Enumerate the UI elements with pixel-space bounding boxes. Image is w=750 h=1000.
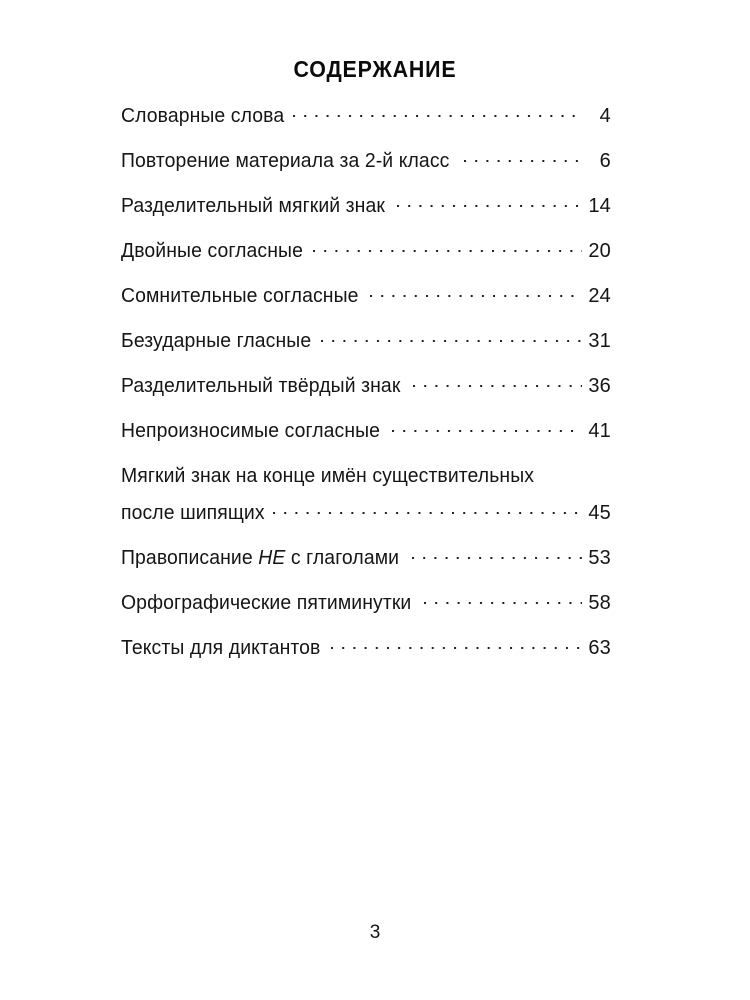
toc-entry-title — [121, 636, 320, 660]
toc-entry-title — [121, 501, 265, 525]
toc-title-text: Правописание — [121, 547, 259, 569]
toc-entry[interactable] — [121, 102, 611, 128]
toc-entry[interactable] — [121, 192, 611, 218]
toc-entry[interactable] — [121, 327, 611, 353]
toc-entry-page-number: 31 — [588, 330, 611, 352]
toc-entry-line — [121, 462, 611, 488]
toc-entry-line — [121, 192, 611, 218]
page-title: СОДЕРЖАНИЕ — [293, 56, 457, 82]
toc-entry-page-number: 4 — [599, 105, 611, 127]
toc-title-text: Разделительный мягкий знак — [121, 195, 385, 217]
toc-entry-line — [121, 147, 611, 173]
toc-entry-page-number: 63 — [588, 637, 611, 659]
table-of-contents-list — [121, 102, 611, 660]
toc-entry-line — [121, 417, 611, 443]
toc-title-text: Словарные слова — [121, 105, 285, 127]
dot-leader — [464, 147, 582, 167]
toc-entry-title — [121, 374, 400, 398]
toc-entry-title — [121, 104, 284, 128]
dot-leader — [313, 237, 582, 257]
toc-entry-line — [121, 282, 611, 308]
toc-entry-line — [121, 544, 611, 570]
toc-entry-line — [121, 102, 611, 128]
dot-leader — [293, 102, 582, 122]
toc-title-text: Разделительный твёрдый знак — [121, 375, 401, 397]
toc-entry[interactable] — [121, 544, 611, 570]
toc-entry-page-number: 41 — [588, 420, 611, 442]
toc-title-text: Мягкий знак на конце имён существительных — [121, 465, 535, 487]
dot-leader — [397, 192, 582, 212]
dot-leader — [370, 282, 582, 302]
toc-entry-page-number: 53 — [588, 547, 611, 569]
toc-title-text: Безударные гласные — [121, 330, 312, 352]
toc-entry[interactable] — [121, 237, 611, 263]
toc-entry-title — [121, 239, 303, 263]
toc-title-text: Повторение материала за 2-й класс — [121, 150, 450, 172]
toc-entry-title — [121, 464, 534, 488]
toc-entry[interactable] — [121, 282, 611, 308]
toc-title-emphasis: НЕ — [258, 547, 286, 569]
toc-entry-page-number: 6 — [599, 150, 611, 172]
toc-entry-page-number: 45 — [588, 502, 611, 524]
dot-leader — [551, 462, 582, 482]
dot-leader — [331, 634, 582, 654]
toc-entry-line — [121, 589, 611, 615]
toc-title-text: Непроизносимые согласные — [121, 420, 381, 442]
toc-entry-page-number: 14 — [588, 195, 611, 217]
dot-leader — [413, 372, 582, 392]
toc-title-text-tail: с глаголами — [285, 547, 400, 569]
toc-entry-page-number: 24 — [588, 285, 611, 307]
toc-entry-title — [121, 591, 411, 615]
toc-entry-title — [121, 329, 311, 353]
toc-entry-title — [121, 419, 380, 443]
toc-entry[interactable] — [121, 147, 611, 173]
toc-entry-line — [121, 372, 611, 398]
toc-entry[interactable] — [121, 372, 611, 398]
toc-entry-page-number: 20 — [588, 240, 611, 262]
toc-entry-title — [121, 546, 399, 570]
toc-entry-title — [121, 149, 449, 173]
dot-leader — [392, 417, 582, 437]
toc-title-text: Сомнительные согласные — [121, 285, 359, 307]
toc-entry[interactable] — [121, 634, 611, 660]
toc-entry-line — [121, 499, 611, 525]
toc-title-text: Тексты для диктантов — [121, 637, 321, 659]
toc-entry-line — [121, 634, 611, 660]
toc-title-text: после шипящих — [121, 502, 265, 524]
toc-title-text: Орфографические пятиминутки — [121, 592, 412, 614]
dot-leader — [321, 327, 582, 347]
toc-entry[interactable] — [121, 462, 611, 525]
toc-entry-title — [121, 284, 359, 308]
toc-entry[interactable] — [121, 589, 611, 615]
dot-leader — [273, 499, 582, 519]
page-number-folio: 3 — [369, 922, 381, 943]
toc-entry-page-number: 58 — [588, 592, 611, 614]
toc-entry-line — [121, 237, 611, 263]
dot-leader — [424, 589, 582, 609]
toc-title-text: Двойные согласные — [121, 240, 303, 262]
dot-leader — [412, 544, 582, 564]
toc-entry-line — [121, 327, 611, 353]
toc-entry[interactable] — [121, 417, 611, 443]
toc-entry-page-number: 36 — [588, 375, 611, 397]
toc-entry-title — [121, 194, 385, 218]
